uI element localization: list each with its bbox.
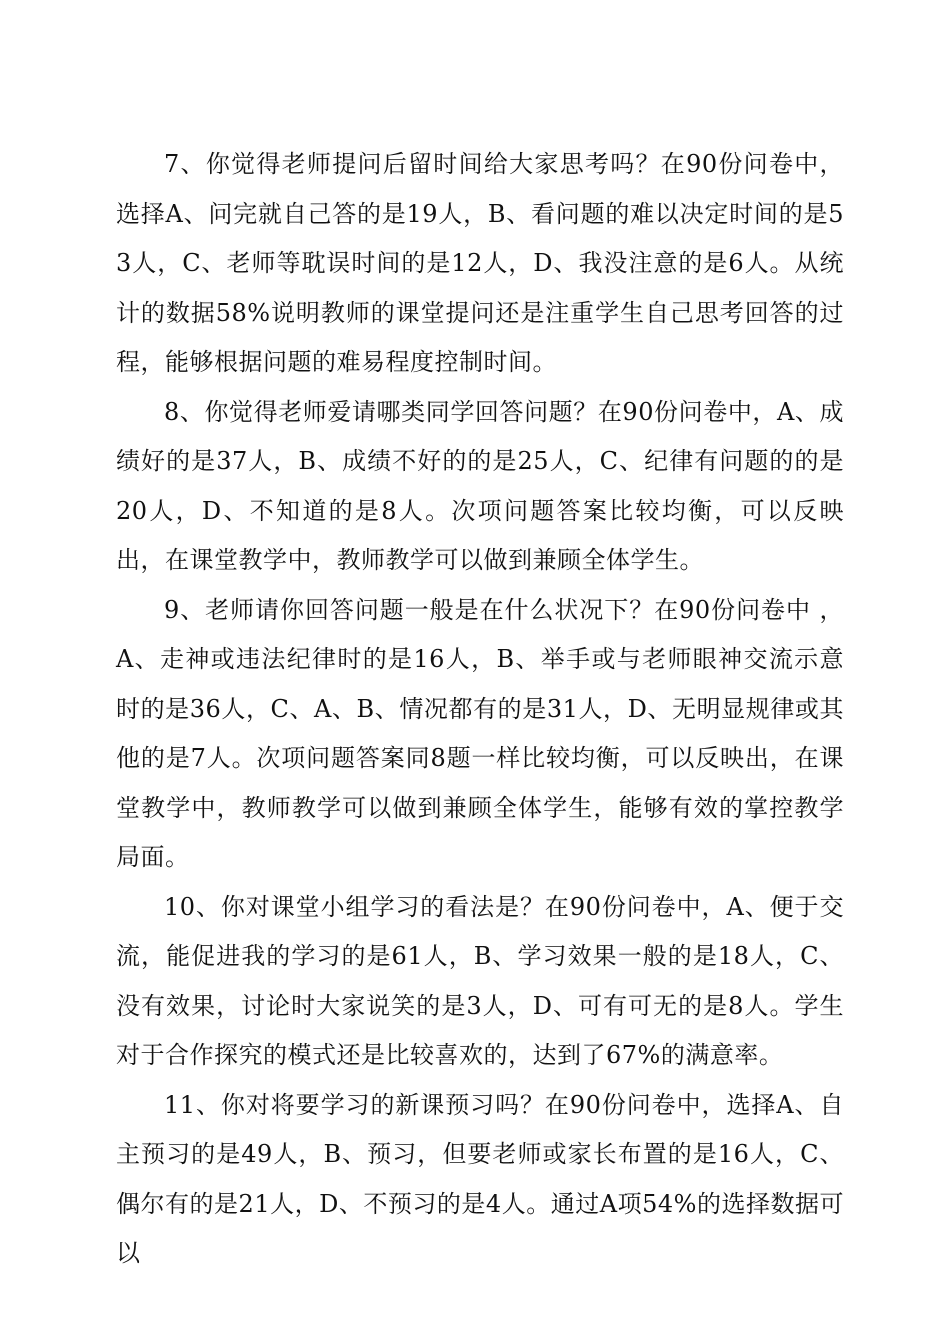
- document-body: [116, 140, 844, 1279]
- paragraph-question-7: 7、你觉得老师提问后留时间给大家思考吗？在90份问卷中，选择A、问完就自己答的是19人，B、看问题的难以决定时间的是53人，C、老师等耽误时间的是12人，D、我没注意的是6人。从统计的数据58%说明教师的课堂提问还是注重学生自己思考回答的过程，能够根据问题的难易程度控制时间。: [116, 150, 844, 376]
- paragraph-question-9: 9、老师请你回答问题一般是在什么状况下？在90份问卷中 ，A、走神或违法纪律时的是16人，B、举手或与老师眼神交流示意时的是36人，C、A、B、情况都有的是31人，D、无明显规律或其他的是7人。次项问题答案同8题一样比较均衡，可以反映出，在课堂教学中，教师教学可以做到兼顾全体学生，能够有效的掌控教学局面。: [116, 595, 844, 871]
- paragraph-question-11: 11、你对将要学习的新课预习吗？在90份问卷中，选择A、自主预习的是49人，B、预习，但要老师或家长布置的是16人，C、偶尔有的是21人，D、不预习的是4人。通过A项54%的选择数据可以: [116, 1090, 844, 1267]
- paragraph-question-8: 8、你觉得老师爱请哪类同学回答问题？在90份问卷中，A、成绩好的是37人，B、成绩不好的的是25人，C、纪律有问题的的是20人，D、不知道的是8人。次项问题答案比较均衡，可以反映出，在课堂教学中，教师教学可以做到兼顾全体学生。: [116, 397, 844, 574]
- paragraph-question-10: 10、你对课堂小组学习的看法是？在90份问卷中，A、便于交流，能促进我的学习的是61人，B、学习效果一般的是18人，C、没有效果，讨论时大家说笑的是3人，D、可有可无的是8人。学生对于合作探究的模式还是比较喜欢的，达到了67%的满意率。: [116, 892, 844, 1069]
